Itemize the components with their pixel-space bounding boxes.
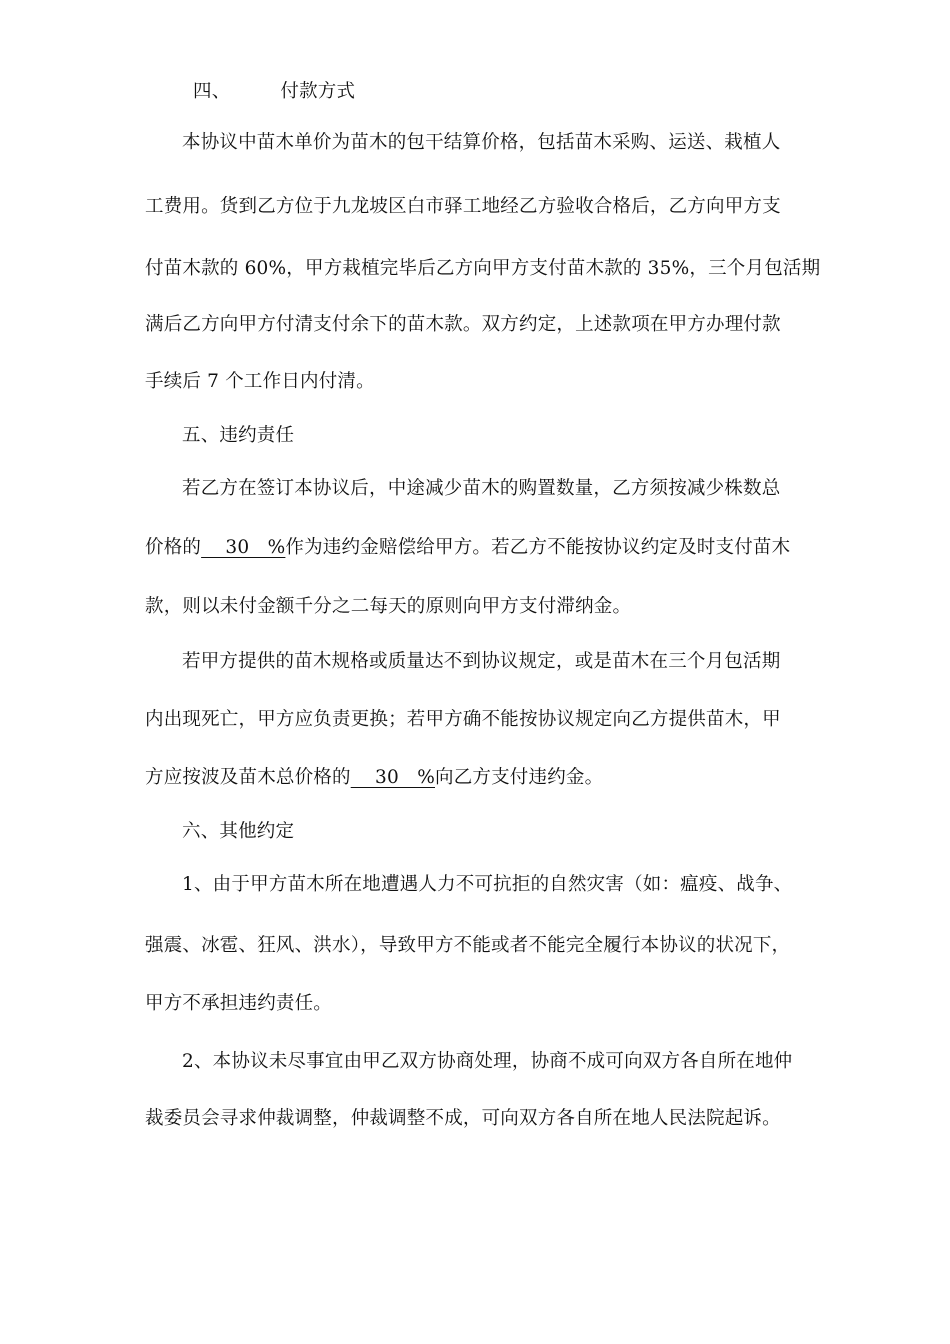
paragraph-line: 方应按波及苗木总价格的 30 %向乙方支付违约金。 <box>145 767 604 788</box>
paragraph-line: 甲方不承担违约责任。 <box>145 993 333 1014</box>
penalty-rate-blank: 30 % <box>350 767 435 788</box>
section-heading-breach: 五、违约责任 <box>182 425 295 446</box>
paragraph-line: 1、由于甲方苗木所在地遭遇人力不可抗拒的自然灾害（如：瘟疫、战争、 <box>182 874 793 895</box>
penalty-rate-blank: 30 % <box>201 537 286 558</box>
section-title: 付款方式 <box>280 81 356 102</box>
paragraph-line: 裁委员会寻求仲裁调整，仲裁调整不成，可向双方各自所在地人民法院起诉。 <box>145 1108 781 1129</box>
paragraph-line: 2、本协议未尽事宜由甲乙双方协商处理，协商不成可向双方各自所在地仲 <box>182 1051 793 1072</box>
paragraph-line: 本协议中苗木单价为苗木的包干结算价格，包括苗木采购、运送、栽植人 <box>182 132 781 153</box>
paragraph-line: 若乙方在签订本协议后，中途减少苗木的购置数量，乙方须按减少株数总 <box>182 478 781 499</box>
paragraph-line: 付苗木款的 60%，甲方栽植完毕后乙方向甲方支付苗木款的 35%，三个月包活期 <box>145 258 821 279</box>
paragraph-line: 手续后 7 个工作日内付清。 <box>145 371 375 392</box>
paragraph-line: 满后乙方向甲方付清支付余下的苗木款。双方约定，上述款项在甲方办理付款 <box>145 314 781 335</box>
paragraph-line: 内出现死亡，甲方应负责更换；若甲方确不能按协议规定向乙方提供苗木，甲 <box>145 709 781 730</box>
paragraph-line: 款，则以未付金额千分之二每天的原则向甲方支付滞纳金。 <box>145 596 632 617</box>
section-number: 四、 <box>193 81 231 102</box>
section-heading-other: 六、其他约定 <box>182 821 295 842</box>
section-heading-payment <box>193 80 873 104</box>
paragraph-line: 价格的 30 %作为违约金赔偿给甲方。若乙方不能按协议约定及时支付苗木 <box>145 537 791 558</box>
paragraph-line: 若甲方提供的苗木规格或质量达不到协议规定，或是苗木在三个月包活期 <box>182 651 781 672</box>
paragraph-line: 强震、冰雹、狂风、洪水），导致甲方不能或者不能完全履行本协议的状况下， <box>145 935 791 956</box>
paragraph-line: 工费用。货到乙方位于九龙坡区白市驿工地经乙方验收合格后，乙方向甲方支 <box>145 196 781 217</box>
